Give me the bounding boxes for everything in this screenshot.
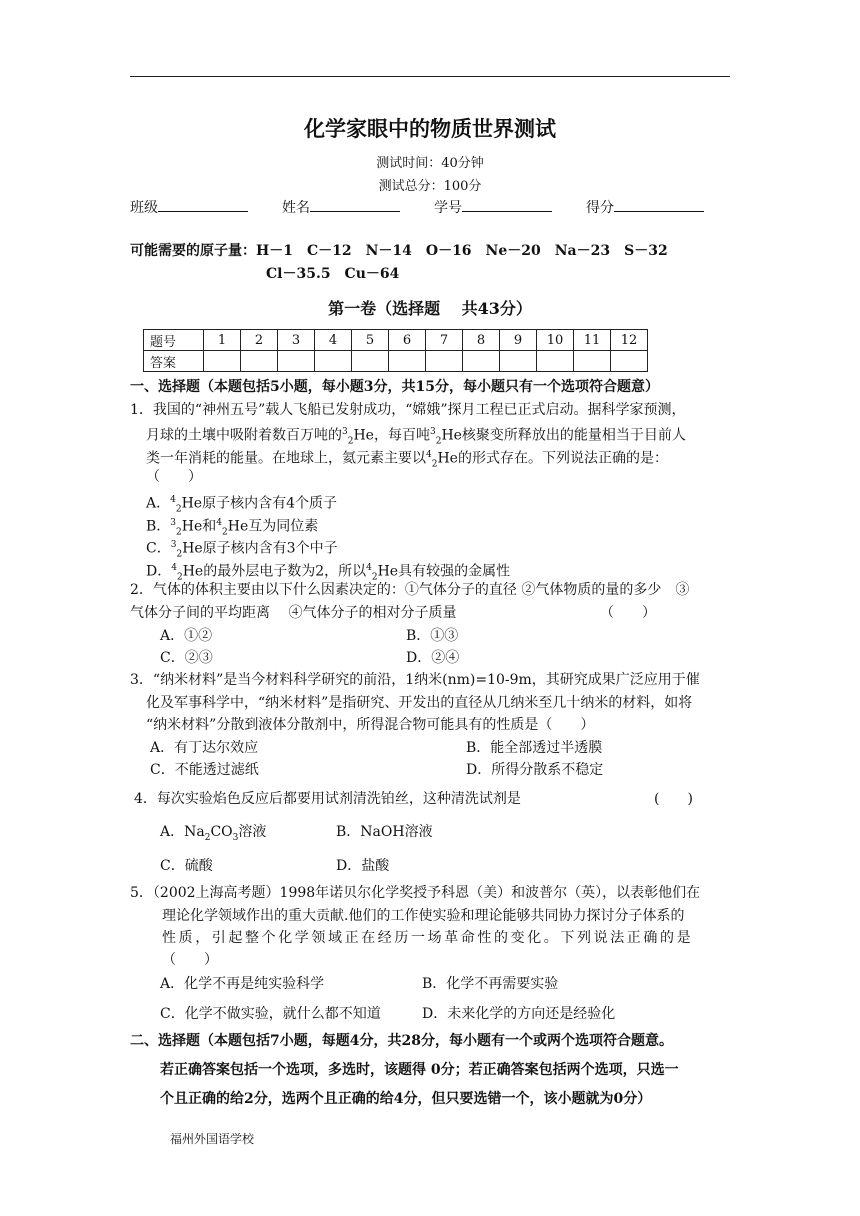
option-label: B． (146, 518, 171, 535)
field-id (434, 197, 552, 218)
part1-title: 第一卷（选择题 共43分） (328, 299, 532, 318)
answer-cell[interactable] (426, 351, 463, 372)
atomic-masses-label: 可能需要的原子量： (130, 243, 256, 259)
field-score (586, 197, 704, 218)
school-footer: 福州外国语学校 (170, 1132, 255, 1146)
question-number: 3 (278, 330, 315, 351)
field-name-blank[interactable] (310, 197, 400, 212)
atomic-number: 2 (371, 572, 378, 583)
answer-cell[interactable] (315, 351, 352, 372)
q5-option-a[interactable]: A．化学不再是纯实验科学 (160, 976, 325, 992)
atomic-number: 2 (176, 572, 183, 583)
answer-table-answer-row (144, 351, 648, 372)
q2-option-c[interactable]: C．②③ (160, 650, 213, 666)
q5-line1: 5．（2002上海高考题）1998年诺贝尔化学奖授予科恩（美）和波普尔（英），以表彰他们在 (130, 885, 701, 901)
q2-line2: 气体分子间的平均距离 ④气体分子的相对分子质量 (130, 605, 457, 621)
q5-option-d[interactable]: D．未来化学的方向还是经验化 (422, 1006, 616, 1022)
answer-label: 答案 (144, 351, 204, 372)
q1-answer-paren: （ ） (146, 469, 202, 485)
question-number: 9 (500, 330, 537, 351)
mass-number: 3 (170, 518, 177, 528)
mass-number: 4 (366, 563, 372, 573)
q3-option-d[interactable]: D．所得分散系不稳定 (466, 762, 604, 778)
answer-cell[interactable] (500, 351, 537, 372)
field-score-label: 得分 (586, 200, 614, 216)
page-title: 化学家眼中的物质世界测试 (304, 116, 556, 141)
field-class (130, 197, 248, 218)
option-text: CO (210, 824, 233, 840)
mass-number: 3 (170, 540, 177, 550)
option-text: A．Na (160, 824, 205, 840)
q2-option-d[interactable]: D．②④ (406, 650, 460, 666)
option-label: C． (146, 540, 171, 557)
q5-answer-paren: （ ） (162, 952, 218, 968)
question-number: 4 (315, 330, 352, 351)
q4-answer-paren: ( ) (654, 791, 693, 807)
question-number: 8 (463, 330, 500, 351)
option-text: 溶液 (238, 824, 267, 840)
field-class-blank[interactable] (158, 197, 248, 212)
q5-option-c[interactable]: C．化学不做实验，就什么都不知道 (160, 1006, 381, 1022)
q5-line2: 理论化学领域作出的重大贡献.他们的工作使实验和理论能够共同协力探讨分子体系的 (162, 908, 685, 924)
answer-cell[interactable] (389, 351, 426, 372)
answer-table (143, 329, 648, 372)
option-text: He和 (181, 518, 217, 535)
answer-cell[interactable] (611, 351, 648, 372)
question-number: 10 (537, 330, 574, 351)
atomic-number: 2 (175, 504, 182, 515)
q1-line3 (146, 445, 668, 474)
q2-option-a[interactable]: A．①② (160, 628, 213, 644)
field-id-blank[interactable] (462, 197, 552, 212)
header-rule (130, 76, 730, 77)
q3-line1: 3．“纳米材料”是当今材料科学研究的前沿，1纳米(nm)=10-9m，其研究成果广泛应用于催 (130, 672, 700, 688)
answer-cell[interactable] (204, 351, 241, 372)
q2-line1: 2．气体的体积主要由以下什么因素决定的：①气体分子的直径 ②气体物质的量的多少 ③ (130, 582, 690, 598)
atomic-masses-line1 (130, 241, 668, 261)
section2-line3: 个且正确的给2分，选两个且正确的给4分，但只要选错一个，该小题就为0分） (160, 1091, 652, 1107)
mass-number: 4 (170, 495, 176, 505)
q1-text: He核聚变所释放出的能量相当于目前人 (441, 427, 686, 444)
q3-option-b[interactable]: B．能全部透过半透膜 (466, 740, 603, 756)
q1-text: 类一年消耗的能量。在地球上，氦元素主要以 (146, 450, 426, 467)
question-number: 12 (611, 330, 648, 351)
mass-number: 4 (216, 518, 222, 528)
option-text: He的最外层电子数为2，所以 (182, 563, 367, 580)
atomic-number: 2 (347, 436, 354, 447)
field-name (282, 197, 400, 218)
q4-option-d[interactable]: D．盐酸 (336, 858, 390, 874)
atomic-masses-values: H－1 C－12 N－14 O－16 Ne－20 Na－23 S－32 (256, 243, 668, 259)
field-id-label: 学号 (434, 200, 462, 216)
q1-text: 月球的土壤中吸附着数百万吨的 (146, 427, 342, 444)
atomic-masses-line2: Cl－35.5 Cu－64 (266, 266, 400, 282)
field-name-label: 姓名 (282, 200, 310, 216)
answer-cell[interactable] (574, 351, 611, 372)
mass-number: 3 (429, 427, 436, 437)
atomic-number: 2 (435, 436, 442, 447)
option-label: A． (146, 495, 171, 512)
q1-text: He的形式存在。下列说法正确的是： (437, 450, 668, 467)
q4-option-c[interactable]: C．硫酸 (160, 858, 213, 874)
q2-answer-paren: （ ） (600, 605, 656, 621)
answer-cell[interactable] (241, 351, 278, 372)
q3-line2: 化及军事科学中，“纳米材料”是指研究、开发出的直径从几纳米至几十纳米的材料，如将 (146, 695, 693, 711)
section2-line2: 若正确答案包括一个选项，多选时，该题得 0分；若正确答案包括两个选项，只选一 (160, 1062, 679, 1078)
q5-option-b[interactable]: B．化学不再需要实验 (422, 976, 559, 992)
q1-line1: 1．我国的“神州五号”载人飞船已发射成功，“嫦娥”探月工程已正式启动。据科学家预测， (130, 402, 686, 418)
mass-number: 4 (171, 563, 177, 573)
q2-option-b[interactable]: B．①③ (406, 628, 459, 644)
option-text: He互为同位素 (227, 518, 319, 535)
question-number: 11 (574, 330, 611, 351)
atomic-number: 2 (222, 527, 228, 538)
q3-line3: “纳米材料”分散到液体分散剂中，所得混合物可能具有的性质是（ ） (146, 717, 595, 733)
field-score-blank[interactable] (614, 197, 704, 212)
option-label: D． (146, 563, 172, 580)
answer-cell[interactable] (352, 351, 389, 372)
question-number: 5 (352, 330, 389, 351)
option-text: He原子核内含有3个中子 (182, 540, 338, 557)
answer-cell[interactable] (463, 351, 500, 372)
q4-line1: 4．每次实验焰色反应后都要用试剂清洗铂丝，这种清洗试剂是 (134, 791, 521, 807)
q3-option-a[interactable]: A．有丁达尔效应 (150, 740, 259, 756)
atomic-number: 2 (176, 549, 183, 560)
mass-number: 4 (426, 450, 432, 460)
test-time: 测试时间：40分钟 (376, 156, 484, 171)
field-class-label: 班级 (130, 200, 158, 216)
q3-option-c[interactable]: C．不能透过滤纸 (150, 762, 259, 778)
q1-text: He，每百吨 (353, 427, 430, 444)
option-text: He原子核内含有4个质子 (181, 495, 337, 512)
q4-option-b[interactable]: B．NaOH溶液 (336, 824, 433, 840)
option-text: He具有较强的金属性 (377, 563, 511, 580)
q4-option-a[interactable] (160, 822, 266, 848)
question-number: 7 (426, 330, 463, 351)
test-total: 测试总分：100分 (378, 179, 482, 194)
question-number: 2 (241, 330, 278, 351)
question-number-label: 题号 (144, 330, 204, 351)
subscript: 2 (204, 832, 211, 843)
atomic-number: 2 (176, 527, 182, 538)
answer-cell[interactable] (278, 351, 315, 372)
q5-line3: 性质，引起整个化学领域正在经历一场革命性的变化。下列说法正确的是 (162, 930, 694, 946)
answer-table-header-row (144, 330, 648, 351)
section1-title: 一、选择题（本题包括5小题，每小题3分，共15分，每小题只有一个选项符合题意） (130, 379, 659, 395)
answer-cell[interactable] (537, 351, 574, 372)
question-number: 1 (204, 330, 241, 351)
section2-line1: 二、选择题（本题包括7小题，每题4分，共28分，每小题有一个或两个选项符合题意。 (130, 1033, 673, 1049)
atomic-number: 2 (431, 459, 438, 470)
subscript: 3 (232, 832, 239, 843)
mass-number: 3 (342, 427, 348, 437)
question-number: 6 (389, 330, 426, 351)
